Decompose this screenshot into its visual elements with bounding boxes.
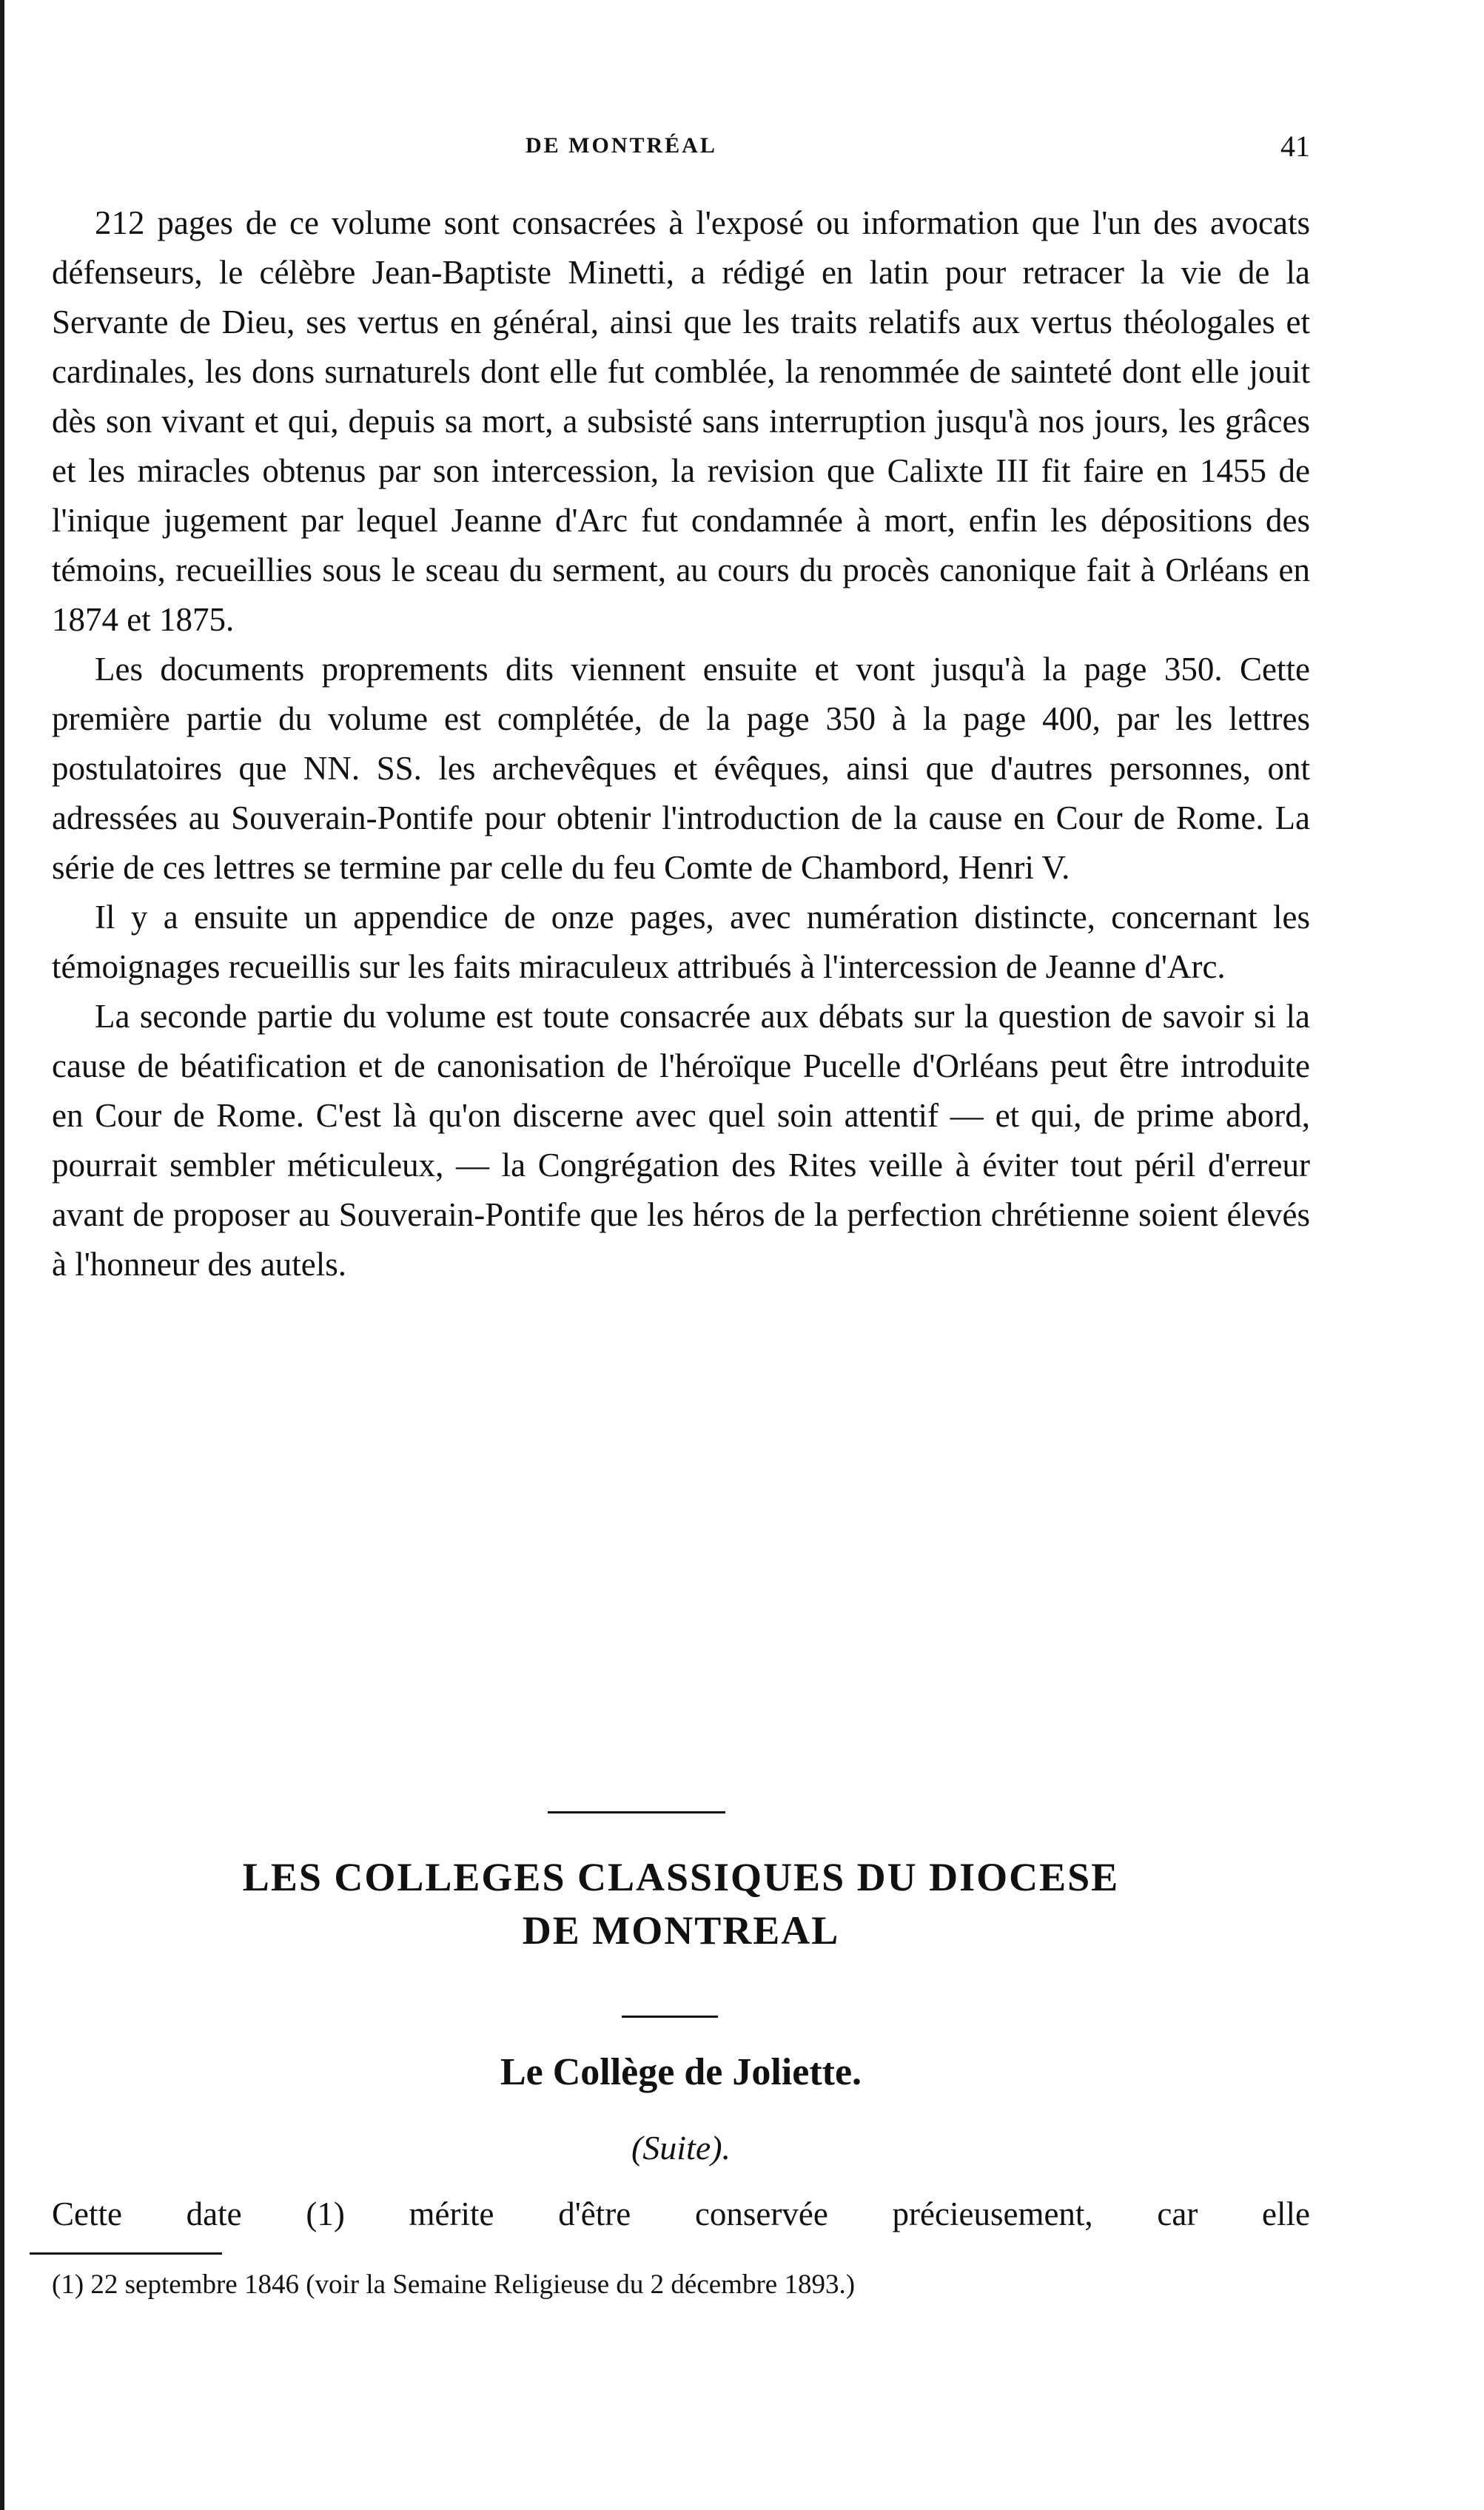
- page-number: 41: [1280, 130, 1310, 163]
- running-head: [52, 130, 1310, 178]
- page-edge: [0, 0, 4, 2510]
- paragraph-3: Il y a ensuite un appendice de onze pages, avec numération distincte, concernant les témoignages recueillis sur les faits miraculeux attribués à l'intercession de Jeanne d'Arc.: [52, 899, 1310, 985]
- footnote: (1) 22 septembre 1846 (voir la Semaine Religieuse du 2 décembre 1893.): [52, 2269, 856, 2300]
- footnote-rule: [30, 2252, 222, 2255]
- section-text: Cette date (1) mérite d'être conservée précieusement, car elle: [52, 2195, 1310, 2232]
- paragraph-1: 212 pages de ce volume sont consacrées à l'exposé ou information que l'un des avocats défenseurs, le célèbre Jean-Baptiste Minetti, a rédigé en latin pour retracer la vie de la Servante de Dieu, ses vertus en général, ainsi que les traits relatifs aux vertus théologales et cardinales, les dons surnaturels dont elle fut comblée, la renommée de sainteté dont elle jouit dès son vivant et qui, depuis sa mort, a subsisté sans interruption jusqu'à nos jours, les grâces et les miracles obtenus par son intercession, la revision que Calixte III fit faire en 1455 de l'inique jugement par lequel Jeanne d'Arc fut condamnée à mort, enfin les dépositions des témoins, recueillies sous le sceau du serment, au cours du procès canonique fait à Orléans en 1874 et 1875.: [52, 204, 1310, 638]
- body-text: [52, 198, 1310, 1289]
- section-title-line-1: LES COLLEGES CLASSIQUES DU DIOCESE: [242, 1855, 1120, 1899]
- title-separator: [622, 2016, 718, 2018]
- section-title-line-2: DE MONTREAL: [522, 1908, 840, 1953]
- section-subtitle: Le Collège de Joliette.: [500, 2051, 862, 2093]
- section-title: [52, 1850, 1310, 1957]
- section-separator: [548, 1811, 725, 1813]
- paragraph-4: La seconde partie du volume est toute consacrée aux débats sur la question de savoir si la cause de béatification et de canonisation de l'héroïque Pucelle d'Orléans peut être introduite en Cour de Rome. C'est là qu'on discerne avec quel soin attentif — et qui, de prime abord, pourrait sembler méticuleux, — la Congrégation des Rites veille à éviter tout péril d'erreur avant de proposer au Souverain-Pontife que les héros de la perfection chrétienne soient élevés à l'honneur des autels.: [52, 998, 1310, 1283]
- book-page: [52, 0, 1310, 2510]
- running-title: DE MONTRÉAL: [526, 133, 717, 158]
- continuation-label: (Suite).: [631, 2129, 731, 2167]
- paragraph-2: Les documents proprements dits viennent ensuite et vont jusqu'à la page 350. Cette première partie du volume est complétée, de la page 350 à la page 400, par les lettres postulatoires que NN. SS. les archevêques et évêques, ainsi que d'autres personnes, ont adressées au Souverain-Pontife pour obtenir l'introduction de la cause en Cour de Rome. La série de ces lettres se termine par celle du feu Comte de Chambord, Henri V.: [52, 651, 1310, 886]
